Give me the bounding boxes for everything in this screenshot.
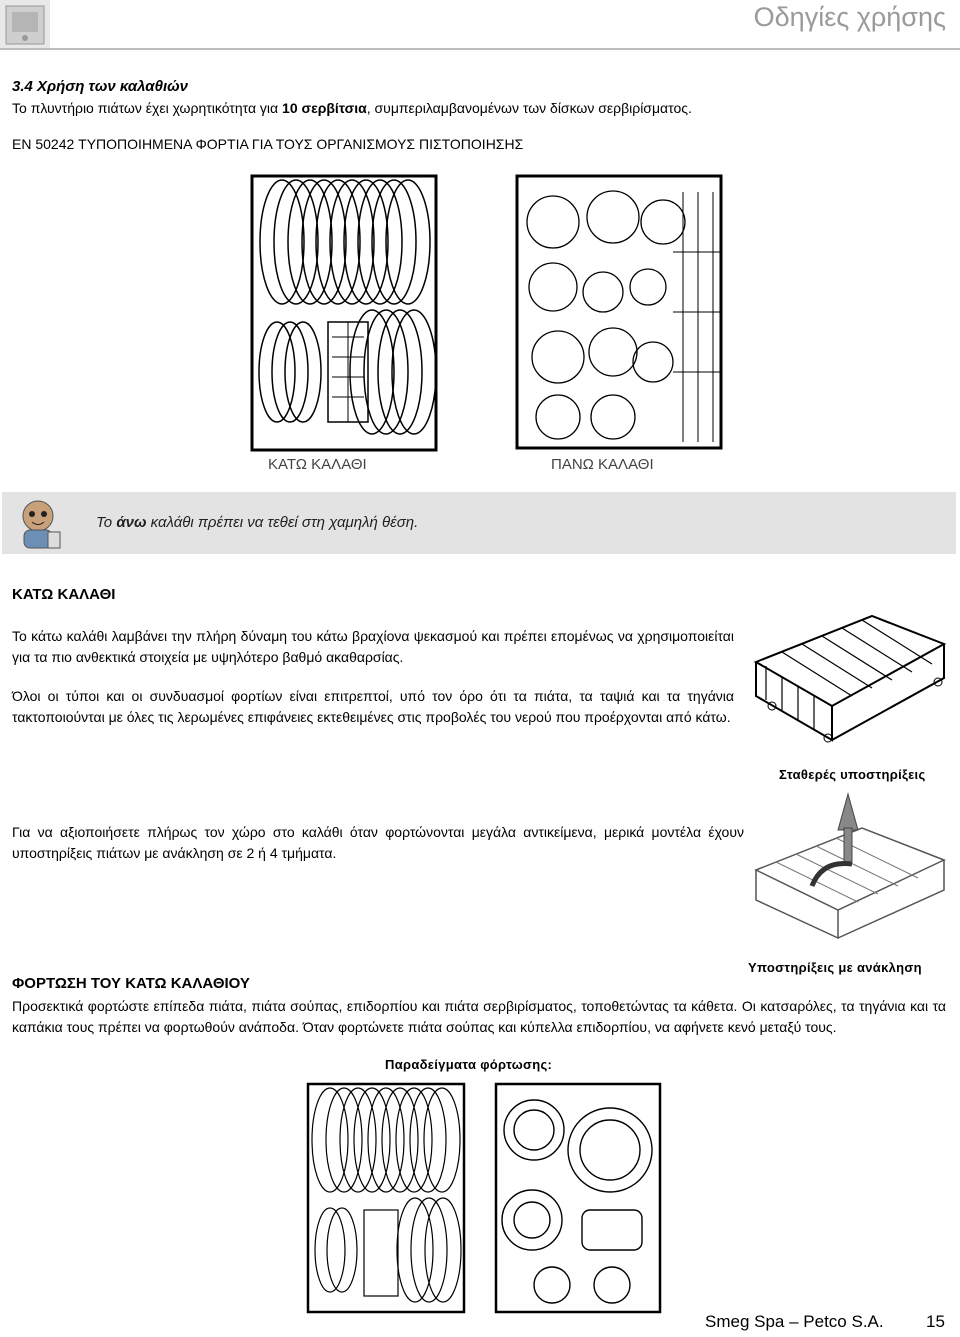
folding-supports-caption: Υποστηρίξεις με ανάκληση	[748, 960, 922, 975]
folding-supports-diagram	[752, 790, 948, 940]
lower-basket-caption: ΚΑΤΩ ΚΑΛΑΘΙ	[268, 456, 367, 473]
intro-text: Το πλυντήριο πιάτων έχει χωρητικότητα για	[12, 100, 283, 116]
lower-basket-diagram	[232, 172, 444, 454]
intro-paragraph	[12, 98, 942, 119]
section-title: 3.4 Χρήση των καλαθιών	[12, 78, 188, 95]
loading-paragraph: Προσεκτικά φορτώστε επίπεδα πιάτα, πιάτα σούπας, επιδορπίου και πιάτα σερβιρίσματος, τοποθετώντας τα κάθετα. Οι κατσαρόλες, τα τηγάνια και τα καπάκια τους πρέπει να φορτωθούν ανάποδα. Όταν φορτώνετε πιάτα σούπας και κύπελλα επιδορπίου, να αφήνετε κενό μεταξύ τους.	[12, 998, 946, 1035]
en-heading: EN 50242 ΤΥΠΟΠΟΙΗΜΕΝΑ ΦΟΡΤΙΑ ΓΙΑ ΤΟΥΣ ΟΡΓΑΝΙΣΜΟΥΣ ΠΙΣΤΟΠΟΙΗΣΗΣ	[12, 136, 524, 152]
fixed-supports-caption: Σταθερές υποστηρίξεις	[779, 767, 926, 782]
lower-basket-paragraph-3: Για να αξιοποιήσετε πλήρως τον χώρο στο καλάθι όταν φορτώνονται μεγάλα αντικείμενα, μερικά μοντέλα έχουν υποστηρίξεις πιάτων με ανάκληση σε 2 ή 4 τμήματα.	[12, 824, 744, 861]
manual-logo	[0, 0, 50, 50]
header-title: Οδηγίες χρήσης	[753, 2, 946, 32]
fixed-supports-diagram	[752, 606, 948, 746]
mascot-icon	[12, 496, 66, 552]
note-pre: Το	[96, 514, 117, 531]
note-text	[96, 514, 418, 531]
page-number: 15	[926, 1312, 945, 1331]
lower-basket-paragraph-2: Όλοι οι τύποι και οι συνδυασμοί φορτίων είναι επιτρεπτοί, υπό τον όρο ότι τα πιάτα, τα ταψιά και τα τηγάνια τακτοποιούνται με όλες τις λερωμένες επιφάνειες εκτεθειμένες στις προβολές του νερού που προέρχονται από κάτω.	[12, 688, 734, 725]
loading-heading: ΦΟΡΤΩΣΗ ΤΟΥ ΚΑΤΩ ΚΑΛΑΘΙΟΥ	[12, 975, 250, 992]
lower-basket-paragraph-1: Το κάτω καλάθι λαμβάνει την πλήρη δύναμη του κάτω βραχίονα ψεκασμού και πρέπει επομένως να χρησιμοποιείται για τα πιο ανθεκτικά στοιχεία με υψηλότερο βαθμό ακαθαρσίας.	[12, 628, 734, 665]
note-post: καλάθι πρέπει να τεθεί στη χαμηλή θέση.	[146, 514, 419, 531]
footer-brand: Smeg Spa – Petco S.A.	[705, 1312, 884, 1331]
note-bold: άνω	[116, 514, 147, 531]
lower-basket-heading: ΚΑΤΩ ΚΑΛΑΘΙ	[12, 586, 116, 603]
upper-basket-caption: ΠΑΝΩ ΚΑΛΑΘΙ	[551, 456, 654, 473]
example-lower-basket-pans	[492, 1080, 664, 1316]
example-lower-basket	[300, 1080, 470, 1316]
upper-basket-diagram	[513, 172, 728, 454]
intro-text-end: , συμπεριλαμβανομένων των δίσκων σερβιρίσματος.	[366, 100, 692, 116]
examples-caption: Παραδείγματα φόρτωσης:	[385, 1057, 553, 1072]
header-divider	[0, 48, 960, 50]
intro-capacity: 10 σερβίτσια	[282, 100, 367, 116]
